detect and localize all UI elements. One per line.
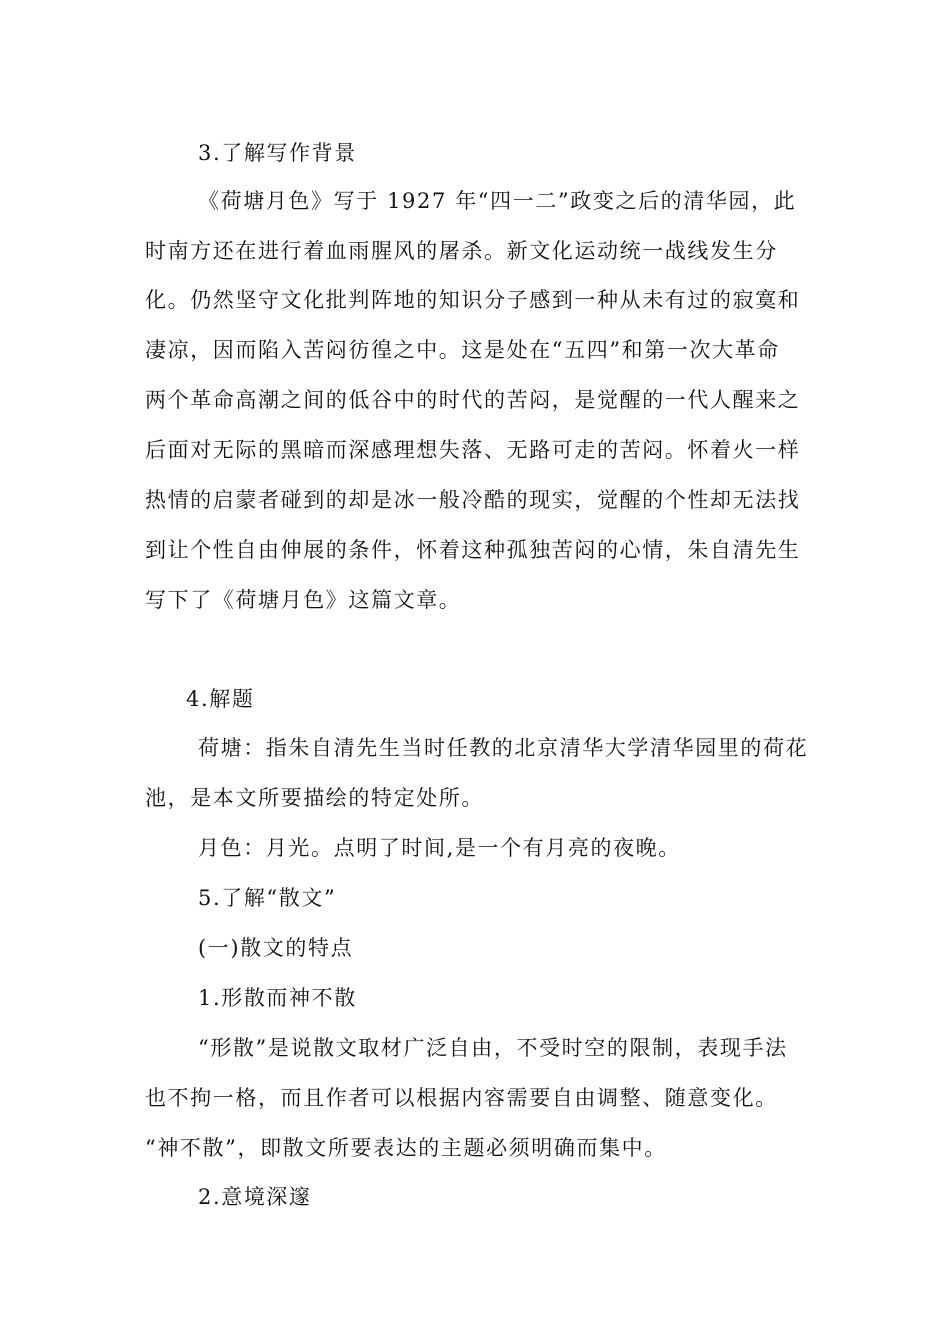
paragraph-line: 写下了《荷塘月色》这篇文章。 [145,588,462,612]
paragraph-line: 荷塘：指朱自清先生当时任教的北京清华大学清华园里的荷花 [198,736,809,760]
paragraph-line: “神不散”，即散文所要表达的主题必须明确而集中。 [145,1136,667,1160]
paragraph-line: 池，是本文所要描绘的特定处所。 [145,786,484,810]
section-heading: 5.了解“散文” [198,886,337,910]
paragraph-line: 也不拘一格，而且作者可以根据内容需要自由调整、随意变化。 [145,1086,778,1110]
paragraph-line: 时南方还在进行着血雨腥风的屠杀。新文化运动统一战线发生分 [145,239,778,263]
paragraph-line: 凄凉，因而陷入苦闷彷徨之中。这是处在“五四”和第一次大革命 [145,338,780,362]
section-heading: 3.了解写作背景 [198,141,357,165]
paragraph-line: 到让个性自由伸展的条件，怀着这种孤独苦闷的心情，朱自清先生 [145,538,801,562]
paragraph-line: “形散”是说散文取材广泛自由，不受时空的限制，表现手法 [198,1036,788,1060]
point-heading: 2.意境深邃 [198,1185,312,1209]
paragraph-line: 热情的启蒙者碰到的却是冰一般冷酷的现实，觉醒的个性却无法找 [145,488,801,512]
subheading: (一)散文的特点 [198,936,354,960]
paragraph-line: 月色：月光。点明了时间,是一个有月亮的夜晚。 [198,836,681,860]
paragraph-line: 两个革命高潮之间的低谷中的时代的苦闷，是觉醒的一代人醒来之 [145,388,801,412]
paragraph-line: 《荷塘月色》写于 1927 年“四一二”政变之后的清华园，此 [198,189,797,213]
paragraph-line: 后面对无际的黑暗而深感理想失落、无路可走的苦闷。怀着火一样 [145,438,801,462]
point-heading: 1.形散而神不散 [198,986,357,1010]
section-heading: 4.解题 [186,687,255,711]
paragraph-line: 化。仍然坚守文化批判阵地的知识分子感到一种从未有过的寂寞和 [145,288,801,312]
